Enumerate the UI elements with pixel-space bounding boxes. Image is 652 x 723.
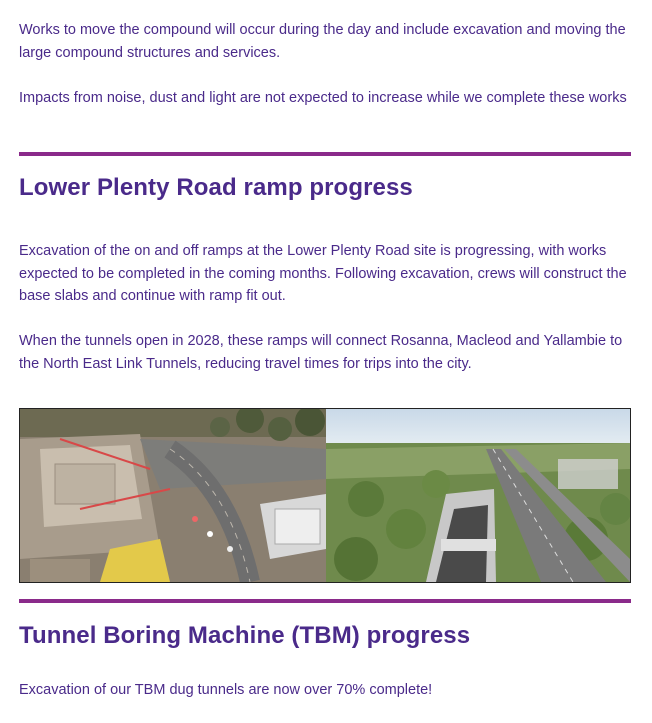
intro-paragraph-compound: Works to move the compound will occur during the day and include excavation and moving the large compound structures and services.: [19, 22, 626, 61]
ramp-progress-heading: Lower Plenty Road ramp progress: [19, 174, 413, 201]
section-divider: [19, 599, 631, 603]
tunnel-portal-render: [326, 409, 630, 582]
tbm-progress-heading: Tunnel Boring Machine (TBM) progress: [19, 622, 471, 649]
section-divider: [19, 152, 631, 156]
ramp-paragraph-excavation: Excavation of the on and off ramps at the Lower Plenty Road site is progressing, with works expected to be completed in the coming months. Following excavation, crews will construct the base slabs and continue with ramp fit out.: [19, 243, 627, 304]
ramp-paragraph-tunnels-open: When the tunnels open in 2028, these ramps will connect Rosanna, Macleod and Yallambie to the North East Link Tunnels, reducing travel times for trips into the city.: [19, 333, 623, 372]
aerial-construction-photo: [20, 409, 326, 582]
ramp-photo-strip: [19, 408, 631, 583]
tbm-paragraph-excavation: Excavation of our TBM dug tunnels are now over 70% complete!: [19, 682, 433, 698]
intro-paragraph-impacts: Impacts from noise, dust and light are not expected to increase while we complete these works: [19, 90, 627, 106]
